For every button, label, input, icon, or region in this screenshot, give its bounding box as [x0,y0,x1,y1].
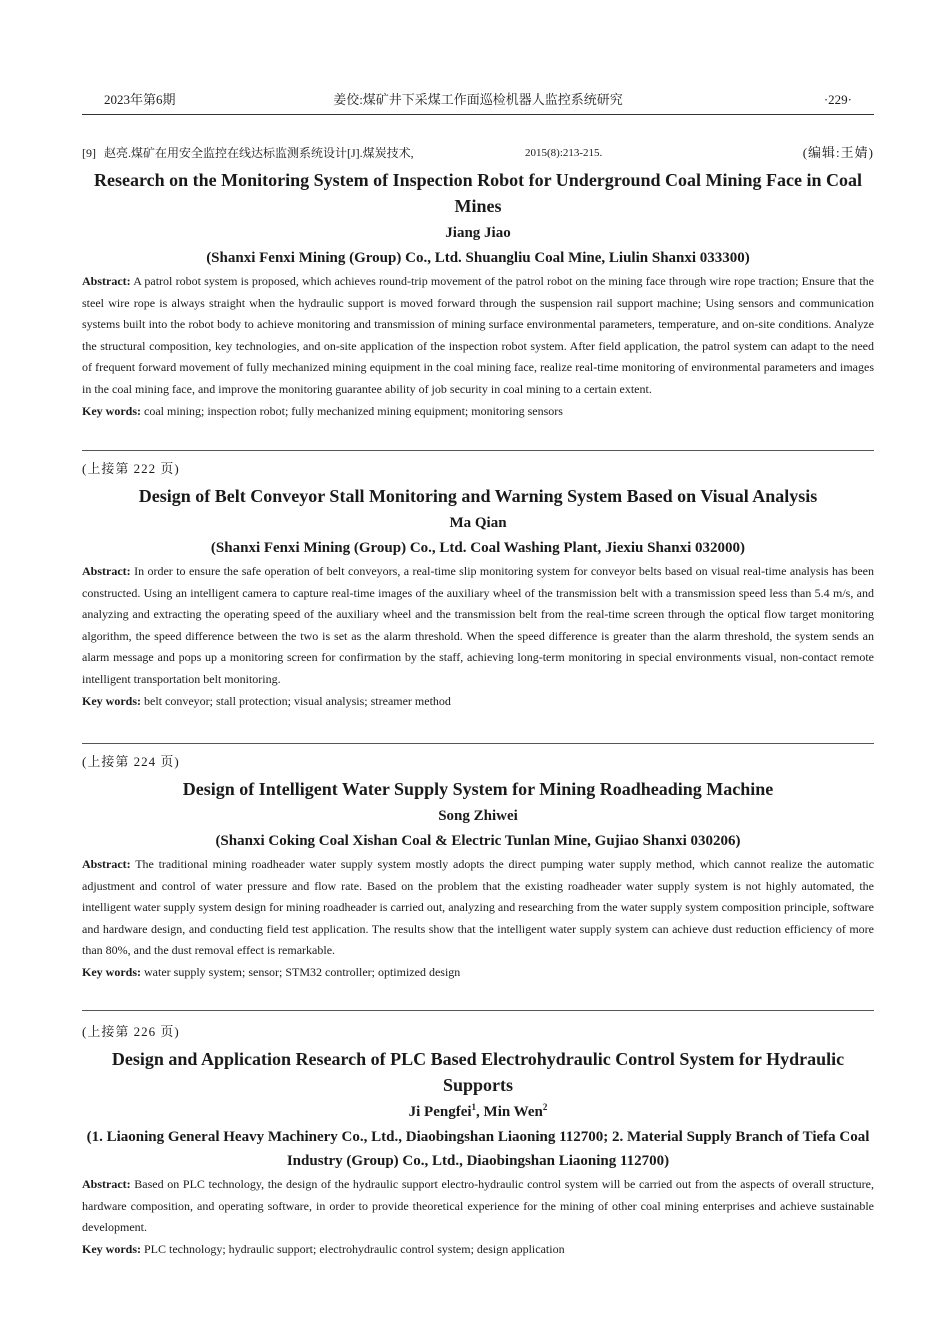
article-abstract [82,271,874,401]
running-header [82,91,874,113]
article-title: Design of Belt Conveyor Stall Monitoring and Warning System Based on Visual Analysis [138,486,818,506]
keywords-text: coal mining; inspection robot; fully mechanized mining equipment; monitoring sensors [144,403,563,418]
article-keywords [82,1239,874,1259]
continued-note: (上接第 226 页) [82,1024,180,1039]
article-affiliation: (1. Liaoning General Heavy Machinery Co., Ltd., Diaobingshan Liaoning 112700; 2. Material Supply Branch of Tiefa Coal Industry (Group) Co., Ltd., Diaobingshan Liaoning 112700) [86,1129,870,1169]
abstract-text: The traditional mining roadheader water supply system mostly adopts the direct pumping water supply method, which cannot realize the automatic adjustment and control of water pressure and flow rate. Based on the problem that the existing roadheader water supply system is not highly automated, the intelligent water supply system design for mining roadheader is carried out, analyzing and researching from the water supply system composition principle, software and hardware design, and conducting field test application. The results show that the intelligent water supply system can achieve dust reduction efficiency of more than 80%, and the dust removal effect is remarkable. [82,857,874,958]
article-keywords [82,691,874,711]
article-affiliation: (Shanxi Fenxi Mining (Group) Co., Ltd. Shuangliu Coal Mine, Liulin Shanxi 033300) [206,250,750,266]
keywords-label: Key words: [82,964,141,979]
keywords-label: Key words: [82,1241,141,1256]
article-title: Design and Application Research of PLC Based Electrohydraulic Control System for Hydraulic Supports [111,1049,845,1095]
running-title: 姜佼:煤矿井下采煤工作面巡检机器人监控系统研究 [333,92,623,107]
author-affil-marker-1: 1 [471,1102,477,1112]
reference-pages: 2015(8):213-215. [525,147,603,159]
article-author: Song Zhiwei [438,808,518,824]
article-affiliation: (Shanxi Coking Coal Xishan Coal & Electric Tunlan Mine, Gujiao Shanxi 030206) [215,833,741,849]
article-abstract [82,854,874,962]
section-divider [82,1010,874,1011]
section-divider [82,450,874,451]
article-keywords [82,962,874,982]
article-4 [82,1022,874,1259]
article-author: Jiang Jiao [445,225,511,241]
header-divider [82,114,874,115]
section-divider [82,743,874,744]
abstract-text: Based on PLC technology, the design of the hydraulic support electro-hydraulic control system will be carried out from the aspects of overall structure, hardware composition, and operating software, in order to provide theoretical experience for the mining of other coal mining enterprises and achieve sustainable development. [82,1177,874,1235]
keywords-label: Key words: [82,693,141,708]
abstract-label: Abstract: [82,274,131,288]
reference-text: 赵亮.煤矿在用安全监控在线达标监测系统设计[J].煤炭技术, [104,146,414,160]
abstract-label: Abstract: [82,564,131,578]
author-name-2: , Min Wen [476,1104,543,1120]
article-title: Research on the Monitoring System of Inspection Robot for Underground Coal Mining Face in Coal Mines [93,170,862,216]
issue-label: 2023年第6期 [104,92,176,107]
article-keywords [82,401,874,421]
keywords-text: PLC technology; hydraulic support; electrohydraulic control system; design application [144,1241,565,1256]
article-3 [82,752,874,982]
article-author: Ma Qian [449,515,507,531]
abstract-text: In order to ensure the safe operation of belt conveyors, a real-time slip monitoring system for conveyor belts based on visual real-time analysis has been constructed. Using an intelligent camera to capture real-time images of the auxiliary wheel of the transmission belt with a transmission speed less than 5.4 m/s, and analyzing and extracting the operating speed of the auxiliary wheel and the transmission belt from the real-time screen through the optical flow target monitoring algorithm, the speed difference between the two is set as the alarm threshold. When the speed difference is greater than the alarm threshold, the system sends an alarm message and pops up a monitoring screen for confirmation by the staff, achieving long-term monitoring in special environments visual, non-contact remote intelligent transportation belt monitoring. [82,564,875,686]
author-affil-marker-2: 2 [542,1102,548,1112]
continued-note: (上接第 222 页) [82,461,180,476]
page-number: ·229· [823,92,852,107]
article-2 [82,459,874,711]
article-affiliation: (Shanxi Fenxi Mining (Group) Co., Ltd. Coal Washing Plant, Jiexiu Shanxi 032000) [210,540,746,556]
article-author [82,1101,874,1123]
article-1 [82,167,874,421]
article-title: Design of Intelligent Water Supply System for Mining Roadheading Machine [182,779,774,799]
keywords-label: Key words: [82,403,141,418]
author-name-1: Ji Pengfei [408,1104,472,1120]
reference-number: [9] [82,146,96,160]
abstract-text: A patrol robot system is proposed, which achieves round-trip movement of the patrol robot on the mining face through wire rope traction; Ensure that the steel wire rope is always straight when the hydraulic support is moved forward through the suspension rail support machine; Using sensors and communication systems built into the robot body to achieve monitoring and transmission of mining surface environmental parameters, temperature, and on-site conditions. Analyze the structural composition, key technologies, and on-site application of the inspection robot system. After field application, the patrol system can adapt to the need of frequent forward movement of fully mechanized mining equipment in the coal mining face, realize real-time monitoring of environmental parameters and images in the coal mining face, and improve the monitoring guarantee ability of job security in coal mining to a certain extent. [82,274,875,396]
keywords-text: water supply system; sensor; STM32 controller; optimized design [144,964,461,979]
keywords-text: belt conveyor; stall protection; visual analysis; streamer method [144,693,451,708]
article-abstract [82,561,874,691]
abstract-label: Abstract: [82,857,131,871]
continued-note: (上接第 224 页) [82,754,180,769]
abstract-label: Abstract: [82,1177,131,1191]
article-abstract [82,1174,874,1239]
editor-note: (编辑:王婧) [802,145,874,160]
